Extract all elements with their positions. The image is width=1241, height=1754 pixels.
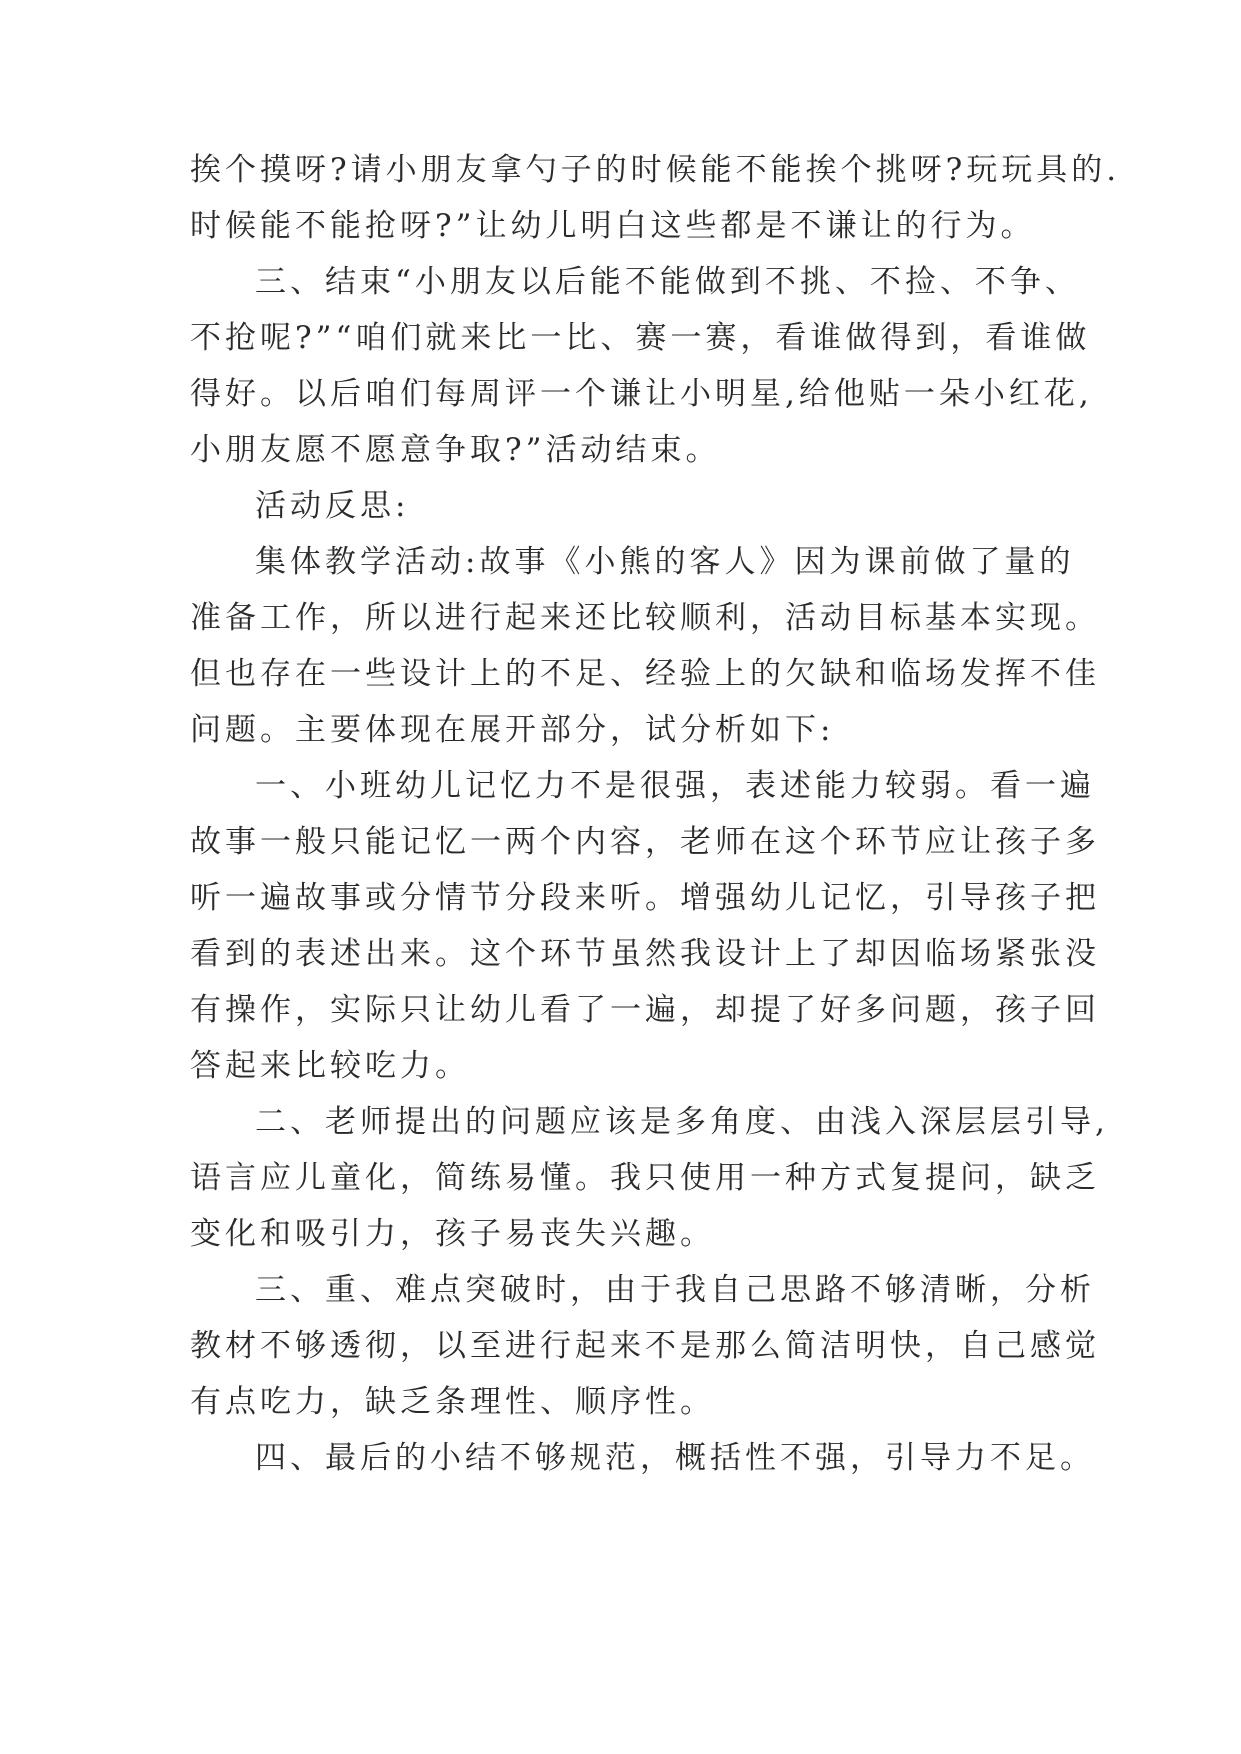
text-line: 活动反思: xyxy=(255,488,410,524)
text-line: 三、结束“小朋友以后能不能做到不挑、不捡、不争、 xyxy=(255,264,1080,300)
text-line: 问题。主要体现在展开部分，试分析如下: xyxy=(190,712,835,748)
text-line: 挨个摸呀?请小朋友拿勺子的时候能不能挨个挑呀?玩玩具的. xyxy=(190,152,1121,188)
text-line: 得好。以后咱们每周评一个谦让小明星,给他贴一朵小红花, xyxy=(190,376,1093,412)
text-line: 四、最后的小结不够规范，概括性不强，引导力不足。 xyxy=(255,1440,1095,1476)
text-line: 语言应儿童化，简练易懂。我只使用一种方式复提问，缺乏 xyxy=(190,1160,1100,1196)
text-line: 变化和吸引力，孩子易丧失兴趣。 xyxy=(190,1216,715,1252)
text-line: 集体教学活动:故事《小熊的客人》因为课前做了量的 xyxy=(255,544,1075,580)
text-line: 有点吃力，缺乏条理性、顺序性。 xyxy=(190,1384,715,1420)
text-line: 不抢呢?”“咱们就来比一比、赛一赛，看谁做得到，看谁做 xyxy=(190,320,1091,356)
text-line: 一、小班幼儿记忆力不是很强，表述能力较弱。看一遍 xyxy=(255,768,1095,804)
text-line: 时候能不能抢呀?”让幼儿明白这些都是不谦让的行为。 xyxy=(190,208,1036,244)
text-line: 教材不够透彻，以至进行起来不是那么简洁明快，自己感觉 xyxy=(190,1328,1100,1364)
text-line: 三、重、难点突破时，由于我自己思路不够清晰，分析 xyxy=(255,1272,1095,1308)
text-line: 看到的表述出来。这个环节虽然我设计上了却因临场紧张没 xyxy=(190,936,1100,972)
text-line: 听一遍故事或分情节分段来听。增强幼儿记忆，引导孩子把 xyxy=(190,880,1100,916)
text-line: 小朋友愿不愿意争取?”活动结束。 xyxy=(190,432,721,468)
text-line: 准备工作，所以进行起来还比较顺利，活动目标基本实现。 xyxy=(190,600,1100,636)
text-line: 有操作，实际只让幼儿看了一遍，却提了好多问题，孩子回 xyxy=(190,992,1100,1028)
text-line: 答起来比较吃力。 xyxy=(190,1048,470,1084)
text-line: 但也存在一些设计上的不足、经验上的欠缺和临场发挥不佳 xyxy=(190,656,1100,692)
text-line: 故事一般只能记忆一两个内容，老师在这个环节应让孩子多 xyxy=(190,824,1100,860)
text-line: 二、老师提出的问题应该是多角度、由浅入深层层引导, xyxy=(255,1104,1109,1140)
